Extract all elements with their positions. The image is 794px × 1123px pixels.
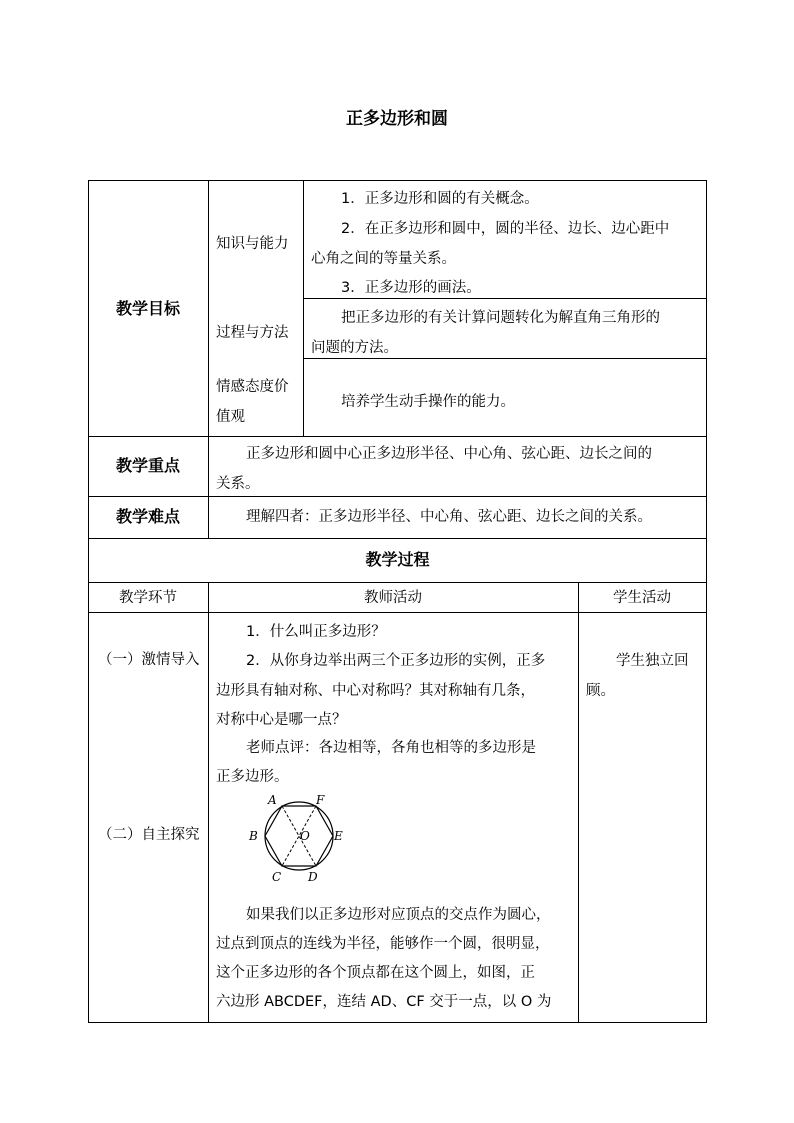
teacher-line-8: 过点到顶点的连线为半径，能够作一个圆，很明显，: [216, 936, 550, 952]
label-C: C: [272, 870, 282, 884]
key-point-label: 教学重点: [115, 456, 180, 475]
teacher-line-4: 对称中心是哪一点？: [216, 712, 347, 728]
teacher-line-3: 边形具有轴对称、中心对称吗？其对称轴有几条，: [216, 683, 535, 699]
key-point-line-2: 关系。: [216, 476, 260, 492]
process-method-label: 过程与方法: [216, 325, 289, 341]
label-F: F: [316, 793, 325, 807]
page-title: 正多边形和圆: [346, 109, 448, 129]
emotion-label-line-2: 值观: [216, 409, 245, 425]
difficulty-text: 理解四者：正多边形半径、中心角、弦心距、边长之间的关系。: [246, 509, 652, 525]
difficulty-label: 教学难点: [115, 507, 180, 526]
label-D: D: [308, 870, 318, 884]
teacher-line-5: 老师点评：各边相等，各角也相等的多边形是: [246, 740, 536, 756]
label-E: E: [334, 829, 343, 843]
process-method-line-1: 把正多边形的有关计算问题转化为解直角三角形的: [341, 310, 660, 326]
emotion-text: 培养学生动手操作的能力。: [341, 394, 515, 410]
hexagon-in-circle-figure: [244, 792, 354, 884]
student-line-2: 顾。: [586, 683, 615, 699]
emotion-label-line-1: 情感态度价: [216, 379, 289, 395]
teacher-line-6: 正多边形。: [216, 769, 289, 785]
label-B: B: [249, 829, 258, 843]
stage-2: （二）自主探究: [98, 827, 200, 843]
stage-1: （一）激情导入: [98, 652, 200, 668]
objectives-label: 教学目标: [115, 299, 180, 318]
process-method-line-2: 问题的方法。: [311, 340, 398, 356]
label-O: O: [300, 829, 310, 843]
teacher-line-7: 如果我们以正多边形对应顶点的交点作为圆心，: [246, 907, 551, 923]
label-A: A: [268, 793, 277, 807]
knowledge-line-4: 3．正多边形的画法。: [341, 280, 481, 296]
knowledge-line-3: 心角之间的等量关系。: [311, 251, 456, 267]
teacher-line-1: 1．什么叫正多边形？: [246, 624, 386, 640]
knowledge-line-1: 1．正多边形和圆的有关概念。: [341, 191, 539, 207]
col-teacher-header: 教师活动: [364, 590, 422, 606]
col-student-header: 学生活动: [613, 590, 671, 606]
col-stage-header: 教学环节: [119, 590, 177, 606]
teacher-line-10: 六边形 ABCDEF，连结 AD、CF 交于一点，以 O 为: [216, 994, 552, 1010]
teacher-line-2: 2．从你身边举出两三个正多边形的实例，正多: [246, 653, 546, 669]
student-line-1: 学生独立回: [616, 653, 689, 669]
knowledge-label: 知识与能力: [216, 236, 289, 252]
process-heading: 教学过程: [365, 550, 430, 569]
knowledge-line-2: 2．在正多边形和圆中，圆的半径、边长、边心距中: [341, 221, 670, 237]
key-point-line-1: 正多边形和圆中心正多边形半径、中心角、弦心距、边长之间的: [246, 446, 652, 462]
teacher-line-9: 这个正多边形的各个顶点都在这个圆上，如图，正: [216, 965, 535, 981]
